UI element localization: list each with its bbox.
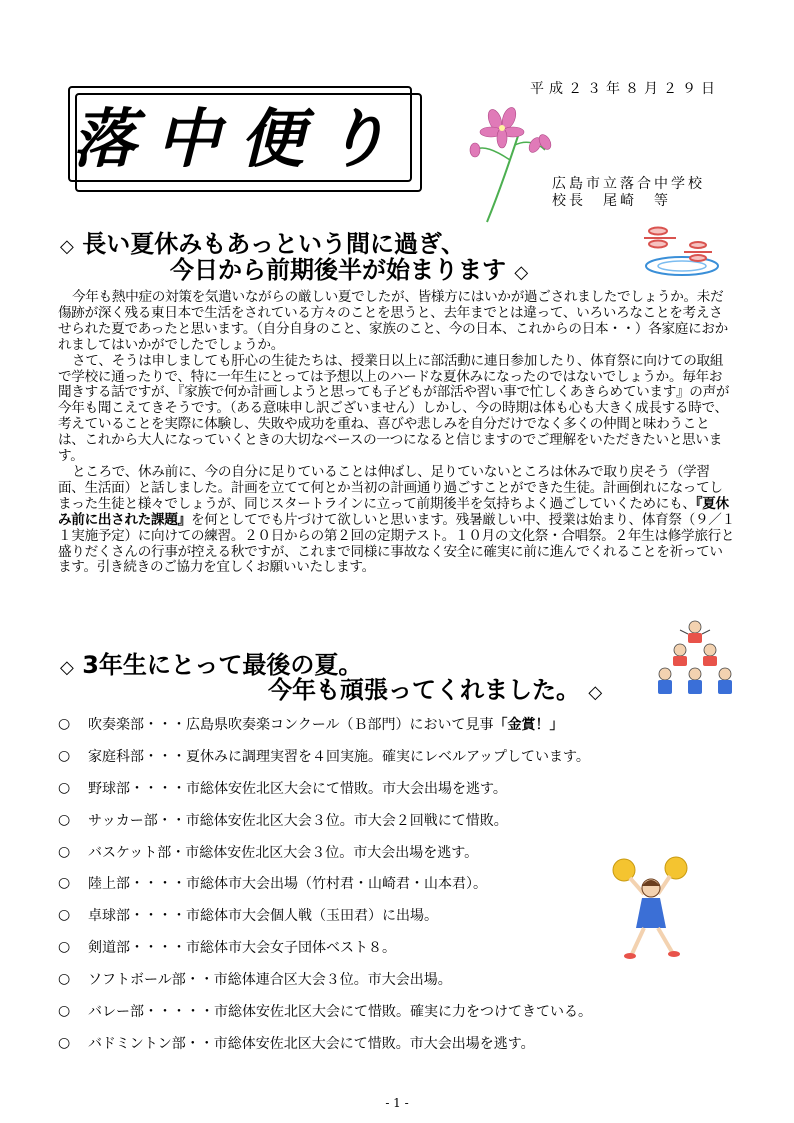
section2-heading-text1: 3年生にとって最後の夏。 [82,651,363,679]
bullet-marker: ○ [58,875,71,892]
human-pyramid-icon [650,618,740,700]
paragraph: 今年も熱中症の対策を気遣いながらの厳しい夏でしたが、皆様方にはいかが過ごされましたでしょうか。未だ傷跡が深く残る東日本で生活をされている方々のことを思うと、去年までとは違って、いろいろなことを考えさせられた夏であったと思います。（自分自身のこと、家族のこと、今の日本、これからの日本・・）各家庭におかれましてはいかがでしたでしょうか。 [58,289,728,353]
paragraph: さて、そうは申しましても肝心の生徒たちは、授業日以上に部活動に連日参加したり、体育祭に向けての取組で学校に通ったりで、特に一年生にとっては予想以上のハードな夏休みになったのではないでしょうか。毎年お聞きする話ですが、『家族で何か計画しようと思っても子どもが部活や習い事で忙しくあきらめています』の声が今年も聞こえてきそうです。（ある意味申し訳ございません）しかし、今の時期は体も心も大きく成長する時で、考えていることを実際に体験し、失敗や成功を重ね、喜びや悲しみを自分だけでなく多くの仲間と味わうことは、これから大人になっていくときの大切なベースの一つになると信じますのでご理解をいただきたいと思います。 [58,352,730,465]
cheerleader-icon [612,856,690,962]
section2-heading-text2: 今年も頑張ってくれました。 [268,676,580,704]
diamond-marker: ◇ [514,262,529,283]
list-item [58,963,758,995]
section1-heading-text1: 長い夏休みもあっという間に過ぎ、 [82,230,466,258]
club-result: 陸上部・・・・市総体市大会出場（竹村君・山崎君・山本君）。 [88,876,487,893]
bullet-marker: ○ [58,907,71,924]
club-result: 家庭科部・・・夏休みに調理実習を４回実施。確実にレベルアップしています。 [88,748,590,765]
bullet-marker: ○ [58,971,71,988]
diamond-marker: ◇ [60,236,74,257]
club-result: サッカー部・・市総体安佐北区大会３位。市大会２回戦にて惜敗。 [88,812,508,829]
club-result: バスケット部・市総体安佐北区大会３位。市大会出場を逃す。 [88,844,479,861]
list-item [58,708,758,740]
dragonfly-icon [632,222,720,278]
school-name: 広島市立落合中学校 [552,176,705,192]
diamond-marker: ◇ [60,657,74,678]
bullet-marker: ○ [58,1034,71,1051]
section2-heading-line2 [268,670,602,705]
list-item [58,772,758,804]
section1-heading-line2 [170,250,528,285]
school-info [552,176,705,210]
list-item [58,740,758,772]
club-result: バレー部・・・・・市総体安佐北区大会にて惜敗。確実に力をつけてきている。 [88,1003,592,1020]
club-result: 野球部・・・・市総体安佐北区大会にて惜敗。市大会出場を逃す。 [88,780,507,797]
page-number: - 1 - [385,1096,409,1110]
emphasized-text: 『夏休み前に出された課題』 [58,495,729,528]
flower-icon [465,100,555,225]
gold-award: 「金賞！」 [493,716,564,733]
list-item [58,995,758,1027]
club-result: バドミントン部・・市総体安佐北区大会にて惜敗。市大会出場を逃す。 [88,1035,535,1052]
section1-body [58,290,735,576]
list-item [58,804,758,836]
bullet-marker: ○ [58,1002,71,1019]
bullet-marker: ○ [58,939,71,956]
section1-heading-text2: 今日から前期後半が始まります [170,256,506,284]
diamond-marker: ◇ [588,682,603,703]
paragraph-text: ところで、休み前に、今の自分に足りていることは伸ばし、足りていないところは休みで取り戻そう（学習面、生活面）と話しました。計画を立てて何とか当初の計画通り過ごすことができた生徒。計画倒れになってしまった生徒と様々でしょうが、同じスタートラインに立って前期後半を気持ちよく過ごしていくためにも、 [58,463,723,512]
list-item [58,1027,758,1059]
newsletter-title-frame [68,86,412,182]
newsletter-title: 落中便り [72,103,408,177]
club-result: ソフトボール部・・市総体連合区大会３位。市大会出場。 [88,972,452,989]
paragraph-text: を何としてでも片づけて欲しいと思います。残暑厳しい中、授業は始まり、体育祭（９／１１実施予定）に向けての練習。２０日からの第２回の定期テスト。１０月の文化祭・合唱祭。２年生は修学旅行と盛りだくさんの行事が控える秋ですが、これまで同様に事故なく安全に確実に前に進んでくれることを祈っています。引き続きのご協力を宜しくお願いいたします。 [58,511,735,576]
bullet-marker: ○ [58,843,71,860]
paragraph [58,465,735,576]
club-result: 吹奏楽部・・・広島県吹奏楽コンクール（Ｂ部門）において見事 [88,716,494,733]
bullet-marker: ○ [58,747,71,764]
bullet-marker: ○ [58,715,71,732]
bullet-marker: ○ [58,811,71,828]
principal-name: 校長 尾崎 等 [552,193,671,209]
bullet-marker: ○ [58,779,71,796]
issue-date: 平成２３年８月２９日 [530,81,720,97]
club-result: 剣道部・・・・市総体市大会女子団体ベスト８。 [88,940,396,957]
club-result: 卓球部・・・・市総体市大会個人戦（玉田君）に出場。 [88,908,438,925]
